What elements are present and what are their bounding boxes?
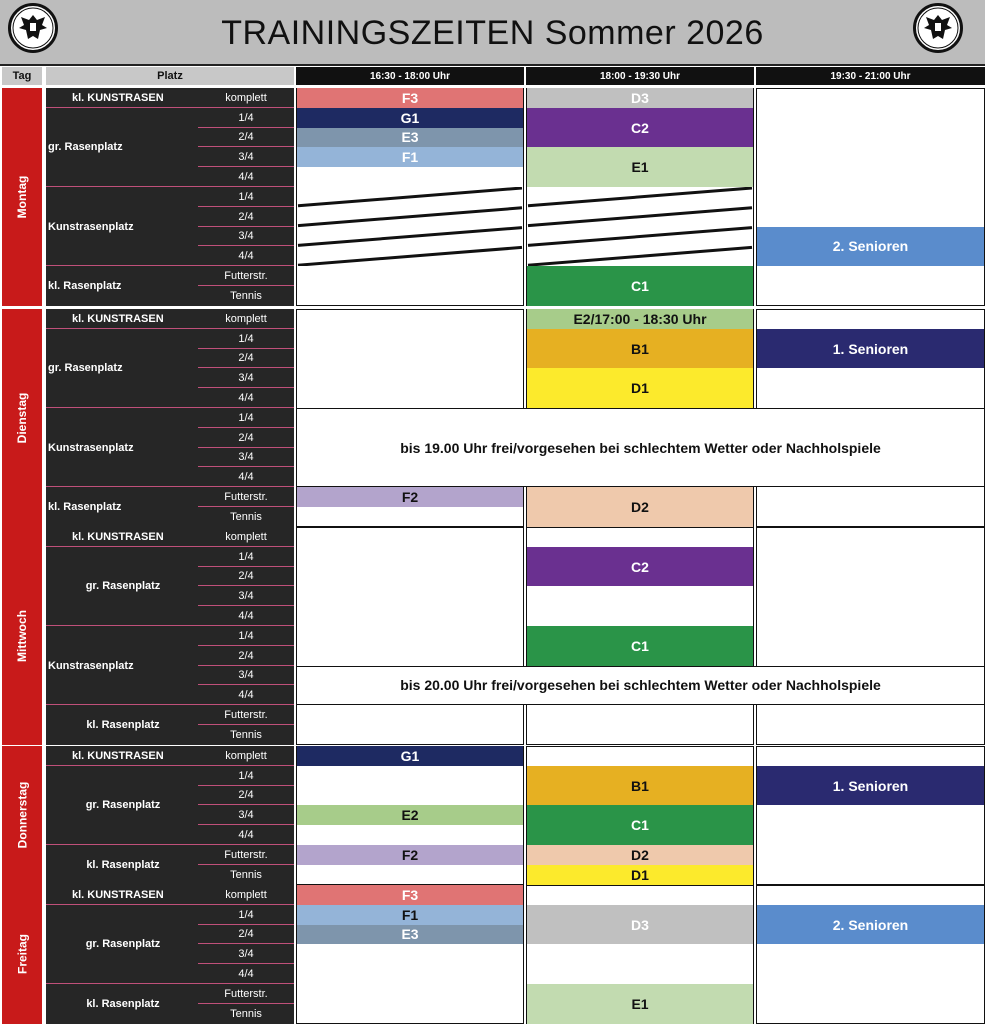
sub-field-label: 1/4: [238, 190, 254, 203]
slot-cell-area: [296, 527, 524, 745]
training-slot: C1: [527, 805, 753, 845]
training-slot: 1. Senioren: [757, 329, 984, 369]
sub-field-label: 2/4: [238, 789, 254, 802]
sub-field-label: 4/4: [238, 689, 254, 702]
availability-note: bis 20.00 Uhr frei/vorgesehen bei schlechtem Wetter oder Nachholspiele: [296, 666, 985, 706]
field-label: kl. Rasenplatz: [86, 718, 160, 731]
training-slot: C1: [527, 626, 753, 666]
sub-field-label: komplett: [225, 91, 267, 104]
field-label: gr. Rasenplatz: [85, 799, 161, 812]
training-slot: E1: [527, 147, 753, 187]
training-slot: D3: [527, 88, 753, 108]
day-label: Montag: [15, 175, 30, 219]
sub-field-label: komplett: [225, 888, 267, 901]
sub-field-label: 3/4: [238, 151, 254, 164]
training-slot: F2: [297, 487, 523, 507]
sub-field-label: 4/4: [238, 392, 254, 405]
training-slot: B1: [527, 329, 753, 369]
sub-field-label: 3/4: [238, 948, 254, 961]
field-label: Kunstrasenplatz: [48, 659, 134, 672]
training-slot: G1: [297, 108, 523, 128]
day-label: Donnerstag: [15, 781, 29, 849]
day-label: Freitag: [15, 934, 29, 975]
field-label: kl. KUNSTRASEN: [72, 312, 164, 325]
training-slot: 1. Senioren: [757, 766, 984, 806]
sub-field-label: 1/4: [238, 629, 254, 642]
strike-line: [298, 228, 522, 246]
sub-field-label: 2/4: [238, 570, 254, 583]
field-label: kl. Rasenplatz: [48, 279, 122, 292]
availability-note: bis 19.00 Uhr frei/vorgesehen bei schlechtem Wetter oder Nachholspiele: [296, 408, 985, 487]
sub-field-label: 3/4: [238, 590, 254, 603]
sub-field-label: 2/4: [238, 352, 254, 365]
day-label: Dienstag: [15, 392, 30, 444]
header-tag: Tag: [2, 67, 42, 85]
slot-cell-area: [756, 88, 985, 306]
strike-line: [298, 208, 522, 226]
sub-field-label: 3/4: [238, 451, 254, 464]
training-slot: D2: [527, 487, 753, 527]
training-slot: C2: [527, 108, 753, 148]
club-logo-right: [913, 3, 963, 53]
sub-field-label: 4/4: [238, 471, 254, 484]
eagle-icon: [916, 6, 960, 50]
field-label: kl. Rasenplatz: [86, 997, 160, 1010]
sub-field-label: 3/4: [238, 669, 254, 682]
training-slot: E3: [297, 925, 523, 945]
sub-field-label: Futterstr.: [224, 848, 268, 861]
sub-field-label: Tennis: [230, 510, 262, 523]
header-slot-2: 18:00 - 19:30 Uhr: [526, 67, 754, 85]
slot-cell-area: [756, 527, 985, 745]
strike-line: [298, 247, 522, 265]
sub-field-label: 2/4: [238, 210, 254, 223]
training-slot: E1: [527, 984, 753, 1024]
sub-field-label: 4/4: [238, 250, 254, 263]
sub-field-label: 2/4: [238, 928, 254, 941]
eagle-icon: [11, 6, 55, 50]
sub-field-label: Futterstr.: [224, 491, 268, 504]
header-slot-1: 16:30 - 18:00 Uhr: [296, 67, 524, 85]
sub-field-label: 1/4: [238, 550, 254, 563]
sub-field-label: Futterstr.: [224, 709, 268, 722]
sub-field-label: Futterstr.: [224, 270, 268, 283]
header-platz: Platz: [46, 67, 294, 85]
field-label: gr. Rasenplatz: [48, 141, 123, 154]
sub-field-label: 2/4: [238, 431, 254, 444]
training-slot: D3: [527, 905, 753, 945]
field-label: kl. KUNSTRASEN: [72, 530, 164, 543]
field-label: kl. KUNSTRASEN: [72, 749, 164, 762]
sub-field-label: 2/4: [238, 131, 254, 144]
strike-line: [528, 247, 752, 265]
sub-field-label: Tennis: [230, 1007, 262, 1020]
training-slot: E2/17:00 - 18:30 Uhr: [527, 309, 753, 329]
training-slot: G1: [297, 746, 523, 766]
sub-field-label: Futterstr.: [224, 987, 268, 1000]
unavailable-strike-lines: [296, 187, 754, 266]
training-slot: 2. Senioren: [757, 905, 984, 945]
sub-field-label: 4/4: [238, 968, 254, 981]
training-slot: D1: [527, 865, 753, 885]
field-label: gr. Rasenplatz: [85, 580, 161, 593]
field-label: kl. Rasenplatz: [48, 500, 122, 513]
sub-field-label: 1/4: [238, 111, 254, 124]
training-slot: F1: [297, 147, 523, 167]
training-slot: D1: [527, 368, 753, 408]
field-label: Kunstrasenplatz: [48, 220, 134, 233]
sub-field-label: Tennis: [230, 289, 262, 302]
field-label: gr. Rasenplatz: [48, 362, 123, 375]
training-slot: F3: [297, 885, 523, 905]
training-slot: C1: [527, 266, 753, 306]
sub-field-label: 1/4: [238, 769, 254, 782]
sub-field-label: 3/4: [238, 809, 254, 822]
field-label: kl. KUNSTRASEN: [72, 888, 164, 901]
day-label: Mittwoch: [15, 609, 30, 662]
sub-field-label: 1/4: [238, 332, 254, 345]
sub-field-label: 2/4: [238, 649, 254, 662]
sub-field-label: 4/4: [238, 610, 254, 623]
training-slot: B1: [527, 766, 753, 806]
training-slot: 2. Senioren: [757, 227, 984, 267]
sub-field-label: 1/4: [238, 411, 254, 424]
training-slot: C2: [527, 547, 753, 587]
sub-field-label: 1/4: [238, 908, 254, 921]
sub-field-label: 4/4: [238, 171, 254, 184]
page-title: TRAININGSZEITEN Sommer 2026: [221, 13, 764, 52]
sub-field-label: komplett: [225, 749, 267, 762]
field-label: kl. KUNSTRASEN: [72, 91, 164, 104]
sub-field-label: komplett: [225, 530, 267, 543]
header-slot-3: 19:30 - 21:00 Uhr: [756, 67, 985, 85]
training-slot: F2: [297, 845, 523, 865]
field-label: Kunstrasenplatz: [48, 441, 134, 454]
strike-line: [528, 208, 752, 226]
training-slot: E2: [297, 805, 523, 825]
strike-line: [528, 188, 752, 206]
field-label: gr. Rasenplatz: [85, 938, 161, 951]
training-slot: E3: [297, 128, 523, 148]
club-logo-left: [8, 3, 58, 53]
field-label: kl. Rasenplatz: [86, 858, 160, 871]
training-slot: D2: [527, 845, 753, 865]
sub-field-label: 3/4: [238, 230, 254, 243]
training-slot: F3: [297, 88, 523, 108]
strike-line: [298, 188, 522, 206]
sub-field-label: Tennis: [230, 728, 262, 741]
training-slot: F1: [297, 905, 523, 925]
sub-field-label: 4/4: [238, 829, 254, 842]
sub-field-label: 3/4: [238, 372, 254, 385]
sub-field-label: komplett: [225, 312, 267, 325]
strike-line: [528, 228, 752, 246]
sub-field-label: Tennis: [230, 868, 262, 881]
